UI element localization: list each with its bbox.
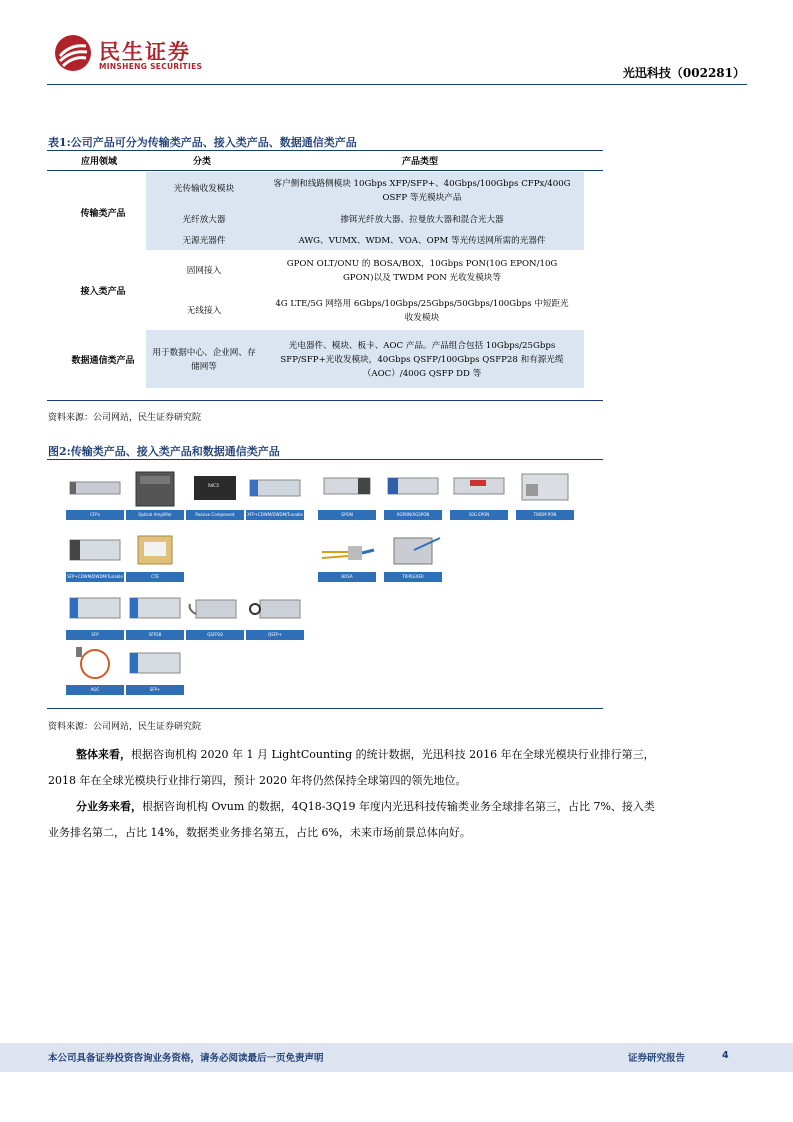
paragraph-overall-line2: 2018 年在全球光模块行业排行第四，预计 2020 年将仍然保持全球第四的领先地位。 xyxy=(48,774,467,787)
figure-top-rule xyxy=(47,459,603,460)
row-domain-access: 接入类产品 xyxy=(80,287,126,297)
row-domain-transmission: 传输类产品 xyxy=(80,209,126,219)
footer-disclaimer: 本公司具备证券投资咨询业务资格，请务必阅读最后一页免责声明 xyxy=(48,1053,324,1064)
paragraph-segments-line2: 业务排名第二，占比 14%，数据类业务排名第五，占比 6%，未来市场前景总体向好。 xyxy=(48,826,471,839)
products-fixed-access: GPON OLT/ONU 的 BOSA/BOX，10Gbps PON(10G EPON/10G GPON)以及 TWDM PON 光收发模块等 xyxy=(286,259,558,283)
table-header-category: 分类 xyxy=(193,157,212,167)
product-xgpon: XGPON/XGSPON xyxy=(384,470,442,524)
products-fiber-amplifier: 掺铒光纤放大器、拉曼放大器和混合光大器 xyxy=(340,215,504,225)
product-qsfp-plus: QSFP+ xyxy=(246,590,304,644)
table-top-rule xyxy=(47,150,603,151)
logo-chinese-name: 民生证券 xyxy=(99,40,191,64)
product-sfp: SFP xyxy=(66,590,124,644)
product-aoc: AOC xyxy=(66,645,124,699)
products-datacenter: 光电器件、模块、板卡、AOC 产品。产品组合包括 10Gbps/25Gbps SFP/SFP+光收发模块，40Gbps QSFP/100Gbps QSFP28 和有源光缆（AOC）/400G QSFP DD 等 xyxy=(280,341,564,379)
paragraph-segments xyxy=(48,794,748,820)
products-wireless-access: 4G LTE/5G 网络用 6Gbps/10Gbps/25Gbps/50Gbps/100Gbps 中短距光收发模块 xyxy=(275,299,569,323)
figure-title: 图2:传输类产品、接入类产品和数据通信类产品 xyxy=(48,445,280,458)
product-passive-component: MCI Passive Component xyxy=(186,470,244,524)
paragraph-segments-lead: 分业务来看， xyxy=(76,800,142,813)
header-divider xyxy=(47,84,747,85)
product-sfp-plus-tunable: SFP+CDWM/DWDM/Tunable xyxy=(66,532,124,586)
product-qsfp28: QSFP28 xyxy=(186,590,244,644)
table-header-domain: 应用领域 xyxy=(81,157,118,167)
table-source: 资料来源：公司网站，民生证券研究院 xyxy=(48,413,202,423)
figure-bottom-rule xyxy=(47,708,603,709)
category-wireless-access: 无线接入 xyxy=(186,306,222,316)
footer-report-type: 证券研究报告 xyxy=(628,1053,686,1064)
category-optical-transceiver: 光传输收发模块 xyxy=(173,184,235,194)
row-domain-datacom: 数据通信类产品 xyxy=(71,356,135,366)
products-optical-transceiver: 客户侧和线路侧模块 10Gbps XFP/SFP+、40Gbps/100Gbps CFPx/400G OSFP 等光模块产品 xyxy=(273,179,571,203)
product-optical-amplifier: Optical Amplifier xyxy=(126,470,184,524)
product-gpon: GPON xyxy=(318,470,376,524)
paragraph-overall xyxy=(48,742,748,768)
minsheng-logo-icon xyxy=(54,34,92,72)
logo-english-name: MINSHENG SECURITIES xyxy=(99,62,203,71)
paragraph-overall-line1: 根据咨询机构 2020 年 1 月 LightCounting 的统计数据，光迅科技 2016 年在全球光模块行业排行第三， xyxy=(131,748,655,761)
footer-page-number: 4 xyxy=(722,1050,729,1061)
company-ticker: 光迅科技（002281） xyxy=(622,66,745,80)
product-triplexer: TRIPLEXER xyxy=(384,532,442,586)
paragraph-segments-line1: 根据咨询机构 Ovum 的数据，4Q18-3Q19 年度内光迅科技传输类业务全球排名第三，占比 7%、接入类 xyxy=(142,800,655,813)
product-bosa: BOSA xyxy=(318,532,376,586)
product-xfp: XFP+CDWM/DWDM/Tunable xyxy=(246,470,304,524)
category-passive-device: 无源光器件 xyxy=(182,236,226,246)
table-title: 表1:公司产品可分为传输类产品、接入类产品、数据通信类产品 xyxy=(48,136,357,149)
product-cfpx: CFPx xyxy=(66,470,124,524)
product-10g-epon: 10G EPON xyxy=(450,470,508,524)
category-fixed-access: 固网接入 xyxy=(186,266,222,276)
product-sfp28: SFP28 xyxy=(126,590,184,644)
product-sfp-plus: SFP+ xyxy=(126,645,184,699)
paragraph-overall-lead: 整体来看， xyxy=(76,748,131,761)
table-header-products: 产品类型 xyxy=(402,157,439,167)
product-twdm-pon: TWDM PON xyxy=(516,470,574,524)
products-passive-device: AWG、VUMX、WDM、VOA、OPM 等光传送网所需的光器件 xyxy=(298,236,546,246)
category-datacenter: 用于数据中心、企业网、存储网等 xyxy=(152,348,256,372)
table-header-rule xyxy=(47,170,603,171)
table-bottom-rule xyxy=(47,400,603,401)
figure-source: 资料来源：公司网站，民生证券研究院 xyxy=(48,722,202,732)
category-fiber-amplifier: 光纤放大器 xyxy=(182,215,226,225)
product-cte: CTE xyxy=(126,532,184,586)
svg-text:MCI: MCI xyxy=(208,483,219,489)
